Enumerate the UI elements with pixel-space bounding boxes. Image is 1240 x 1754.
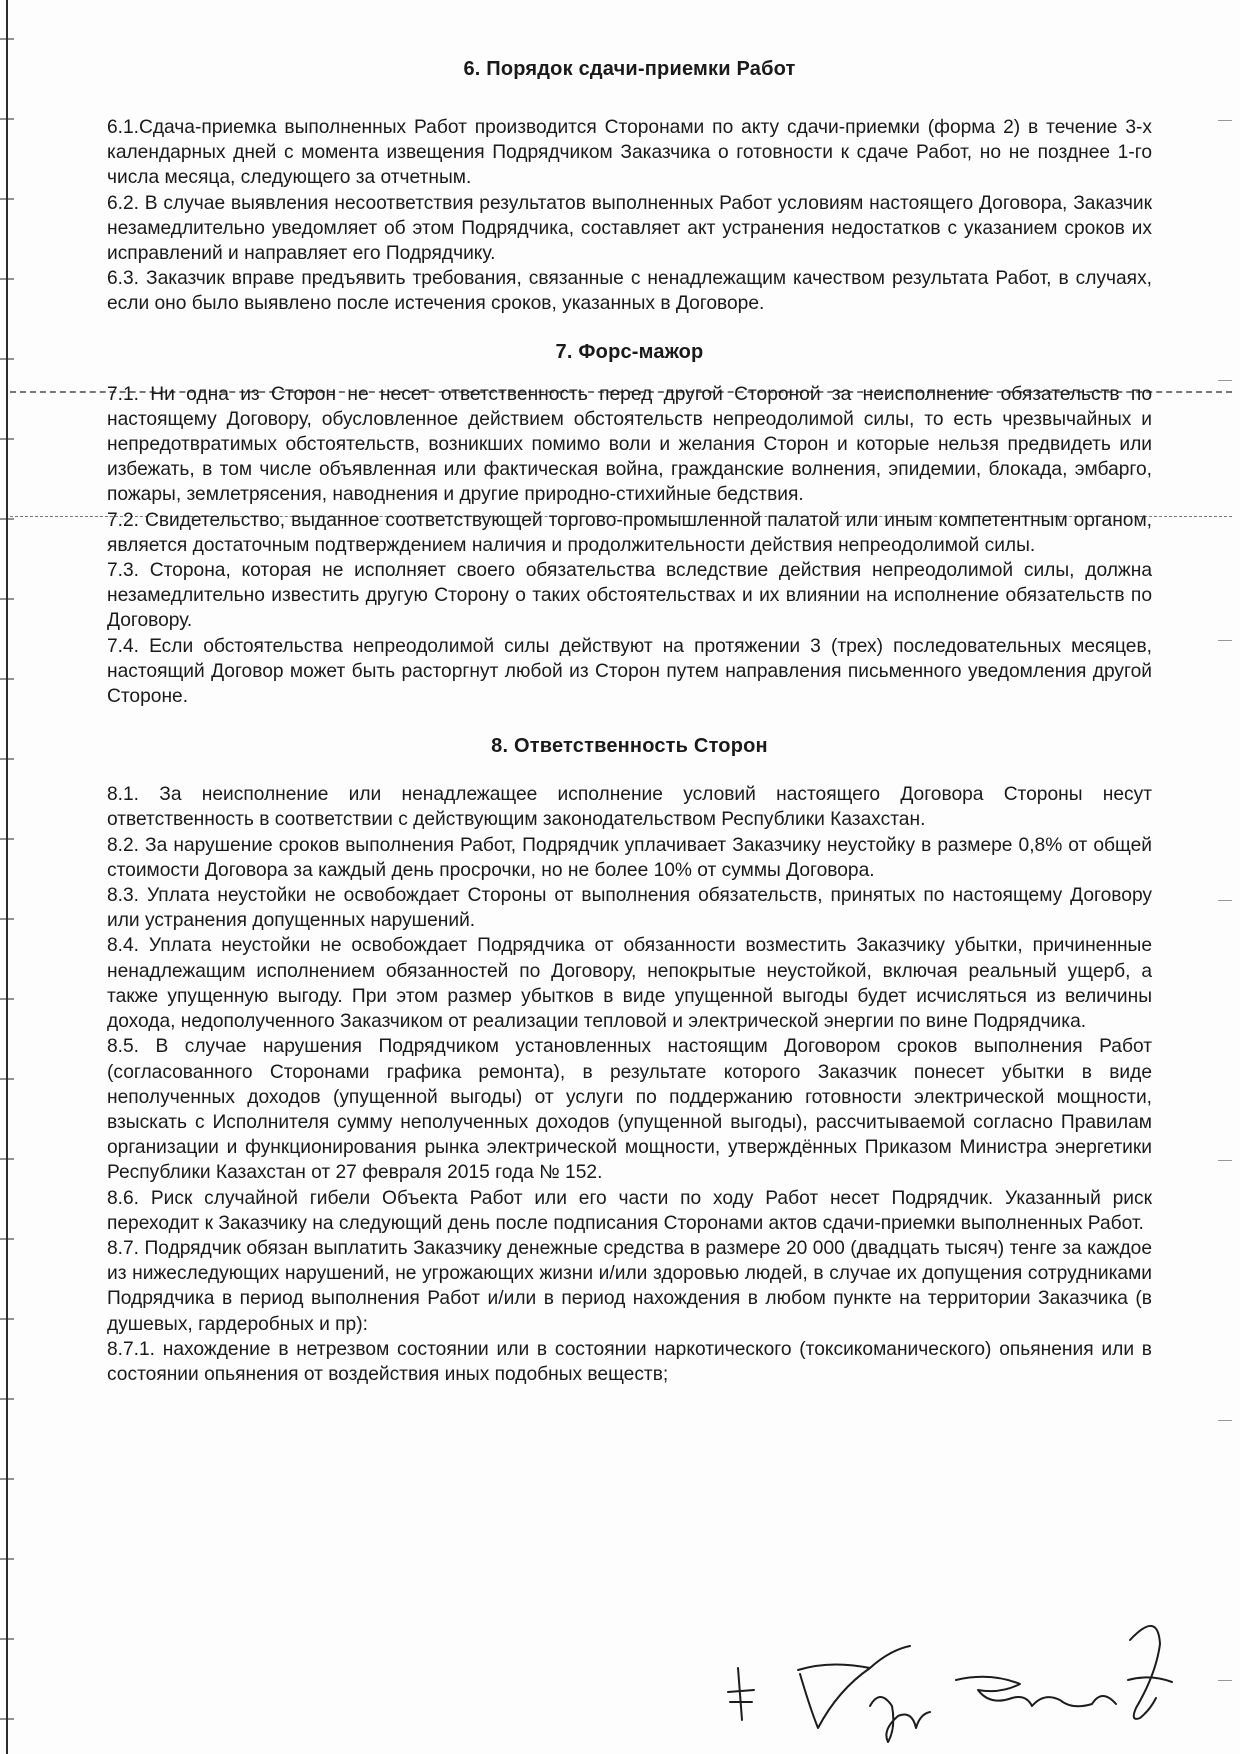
section-7 — [107, 341, 1152, 710]
scan-edge-marks-right — [1218, 0, 1232, 1754]
clause-7-2: 7.2. Свидетельство, выданное соответствующей торгово-промышленной палатой или иным компетентным органом, является достаточным подтверждением наличия и продолжительности действия непреодолимой силы. — [107, 509, 1152, 556]
clause-8-1: 8.1. За неисполнение или ненадлежащее исполнение условий настоящего Договора Стороны несут ответственность в соответствии с действующим законодательством Республики Казахстан. — [107, 784, 1152, 831]
section-heading: 8. Ответственность Сторон — [491, 735, 768, 758]
scan-edge-line-left — [6, 0, 8, 1754]
clause-8-7: 8.7. Подрядчик обязан выплатить Заказчику денежные средства в размере 20 000 (двадцать тысяч) тенге за каждое из нижеследующих нарушений, не угрожающих жизни и/или здоровью людей, в случае их допущения сотрудниками Подрядчика в период выполнения Работ и/или в период нахождения в любом пункте на территории Заказчика (в душевых, гардеробных и пр): — [107, 1237, 1152, 1335]
section-heading: 6. Порядок сдачи-приемки Работ — [463, 58, 796, 80]
clause-8-4: 8.4. Уплата неустойки не освобождает Подрядчика от обязанности возместить Заказчику убытки, причиненные ненадлежащим исполнением обязанностей по Договору, непокрытые неустойкой, включая реальный ущерб, а также упущенную выгоду. При этом размер убытков в виде упущенной выгоды будет исчисляться из величины дохода, недополученного Заказчиком от реализации тепловой и электрической энергии по вине Подрядчика. — [107, 935, 1152, 1033]
clause-6-1: 6.1.Сдача-приемка выполненных Работ производится Сторонами по акту сдачи-приемки (форма 2) в течение 3-х календарных дней с момента извещения Подрядчиком Заказчика о готовности к сдаче Работ, но не позднее 1-го числа месяца, следующего за отчетным. — [107, 117, 1152, 189]
document-body — [107, 58, 1152, 1387]
section-8 — [107, 735, 1152, 1387]
clause-7-1: 7.1. Ни одна из Сторон не несет ответственность перед другой Стороной за неисполнение обязательств по настоящему Договору, обусловленное действием обстоятельств непреодолимой силы, то есть чрезвычайных и непредотвратимых обстоятельств, возникших помимо воли и желания Сторон и которые нельзя предвидеть или избежать, в том числе объявленная или фактическая война, гражданские волнения, эпидемии, блокада, эмбарго, пожары, землетрясения, наводнения и другие природно-стихийные бедствия. — [107, 383, 1152, 506]
clause-8-3: 8.3. Уплата неустойки не освобождает Стороны от выполнения обязательств, принятых по настоящему Договору или устранения допущенных нарушений. — [107, 885, 1152, 932]
section-6 — [107, 58, 1152, 317]
handwritten-signature — [720, 1610, 1180, 1750]
clause-7-3: 7.3. Сторона, которая не исполняет своего обязательства вследствие действия непреодолимой силы, должна незамедлительно известить другую Сторону о таких обстоятельствах и их влиянии на исполнение обязательств по Договору. — [107, 560, 1152, 632]
section-heading: 7. Форс-мажор — [555, 340, 704, 363]
clause-6-2: 6.2. В случае выявления несоответствия результатов выполненных Работ условиям настоящего Договора, Заказчик незамедлительно уведомляет об этом Подрядчика, составляет акт устранения недостатков с указанием сроков их исправлений и направляет его Подрядчику. — [107, 192, 1152, 265]
clause-6-3: 6.3. Заказчик вправе предъявить требования, связанные с ненадлежащим качеством результата Работ, в случаях, если оно было выявлено после истечения сроков, указанных в Договоре. — [107, 268, 1152, 315]
clause-8-5: 8.5. В случае нарушения Подрядчиком установленных настоящим Договором сроков выполнения Работ (согласованного Сторонами графика ремонта), в результате которого Заказчик понесет убытки в виде неполученных доходов (упущенной выгоды) от услуги по поддержанию готовности электрической мощности, взыскать с Исполнителя сумму неполученных доходов (упущенной выгоды), рассчитываемой согласно Правилам организации и функционирования рынка электрической мощности, утверждённых Приказом Министра энергетики Республики Казахстан от 27 февраля 2015 года № 152. — [107, 1036, 1152, 1184]
clause-8-7-1: 8.7.1. нахождение в нетрезвом состоянии или в состоянии наркотического (токсикоманического) опьянения или в состоянии опьянения от воздействия иных подобных веществ; — [107, 1338, 1152, 1385]
clause-8-6: 8.6. Риск случайной гибели Объекта Работ или его части по ходу Работ несет Подрядчик. Указанный риск переходит к Заказчику на следующий день после подписания Сторонами актов сдачи-приемки выполненных Работ. — [107, 1187, 1152, 1234]
clause-8-2: 8.2. За нарушение сроков выполнения Работ, Подрядчик уплачивает Заказчику неустойку в размере 0,8% от общей стоимости Договора за каждый день просрочки, но не более 10% от суммы Договора. — [107, 834, 1152, 881]
clause-7-4: 7.4. Если обстоятельства непреодолимой силы действуют на протяжении 3 (трех) последовательных месяцев, настоящий Договор может быть расторгнут любой из Сторон путем направления письменного уведомления другой Стороне. — [107, 635, 1152, 708]
